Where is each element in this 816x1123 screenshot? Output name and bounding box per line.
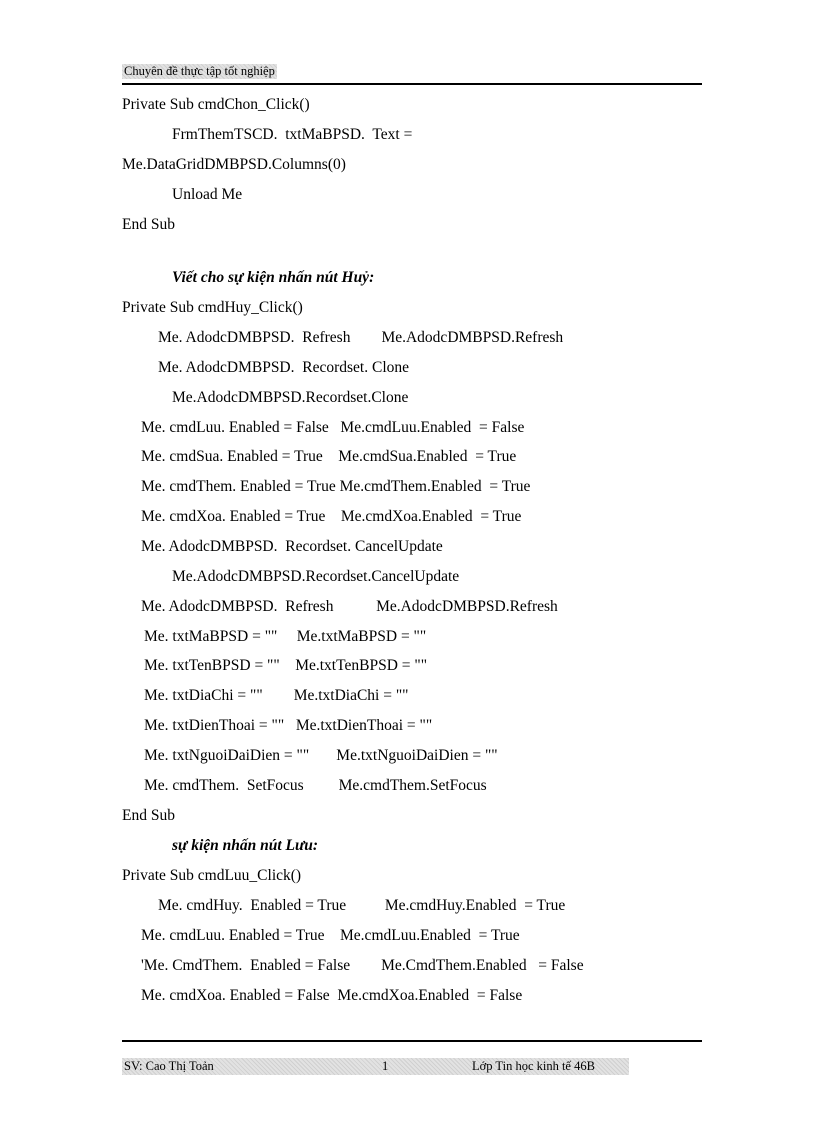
code-line: Me. AdodcDMBPSD. Refresh Me.AdodcDMBPSD.Refresh [141,598,558,615]
code-line: Me. cmdLuu. Enabled = True Me.cmdLuu.Enabled = True [141,927,520,944]
code-line: Me. cmdXoa. Enabled = False Me.cmdXoa.Enabled = False [141,987,523,1004]
code-line: Private Sub cmdChon_Click() [122,96,310,113]
code-line: Me. cmdXoa. Enabled = True Me.cmdXoa.Enabled = True [141,508,522,525]
footer-page-number: 1 [382,1059,389,1073]
code-line: Me. cmdLuu. Enabled = False Me.cmdLuu.Enabled = False [141,419,525,436]
code-line: Me. txtTenBPSD = "" Me.txtTenBPSD = "" [144,657,428,674]
code-line: Me. AdodcDMBPSD. Recordset. Clone [158,359,410,376]
code-line: Unload Me [172,186,243,203]
code-line: End Sub [122,807,175,824]
code-line: FrmThemTSCD. txtMaBPSD. Text = [172,126,413,143]
code-line: Me. cmdSua. Enabled = True Me.cmdSua.Enabled = True [141,448,517,465]
code-line: Me. cmdHuy. Enabled = True Me.cmdHuy.Enabled = True [158,897,566,914]
code-line: Me. txtDiaChi = "" Me.txtDiaChi = "" [144,687,409,704]
footer-student: SV: Cao Thị Toản [124,1059,214,1073]
code-line: Me. txtMaBPSD = "" Me.txtMaBPSD = "" [144,628,427,645]
page-header-title: Chuyên đề thực tập tốt nghiệp [124,64,275,78]
header-divider [122,83,702,85]
code-line: End Sub [122,216,175,233]
code-line: Me.DataGridDMBPSD.Columns(0) [122,156,346,173]
code-line: Private Sub cmdHuy_Click() [122,299,303,316]
code-line: Me.AdodcDMBPSD.Recordset.Clone [172,389,409,406]
code-line: 'Me. CmdThem. Enabled = False Me.CmdThem.Enabled = False [141,957,584,974]
footer-class: Lớp Tin học kinh tế 46B [472,1059,595,1073]
code-line: Private Sub cmdLuu_Click() [122,867,302,884]
code-line: Me. cmdThem. Enabled = True Me.cmdThem.Enabled = True [141,478,531,495]
code-line: Me. txtDienThoai = "" Me.txtDienThoai = "" [144,717,433,734]
code-line: Me. txtNguoiDaiDien = "" Me.txtNguoiDaiDien = "" [144,747,498,764]
code-line: Me. cmdThem. SetFocus Me.cmdThem.SetFocus [144,777,487,794]
section-heading: sự kiện nhấn nút Lưu: [172,837,319,854]
footer-divider [122,1040,702,1042]
code-line: Me.AdodcDMBPSD.Recordset.CancelUpdate [172,568,460,585]
section-heading: Viết cho sự kiện nhấn nút Huỷ: [172,269,375,286]
code-line: Me. AdodcDMBPSD. Refresh Me.AdodcDMBPSD.Refresh [158,329,564,346]
code-line: Me. AdodcDMBPSD. Recordset. CancelUpdate [141,538,443,555]
